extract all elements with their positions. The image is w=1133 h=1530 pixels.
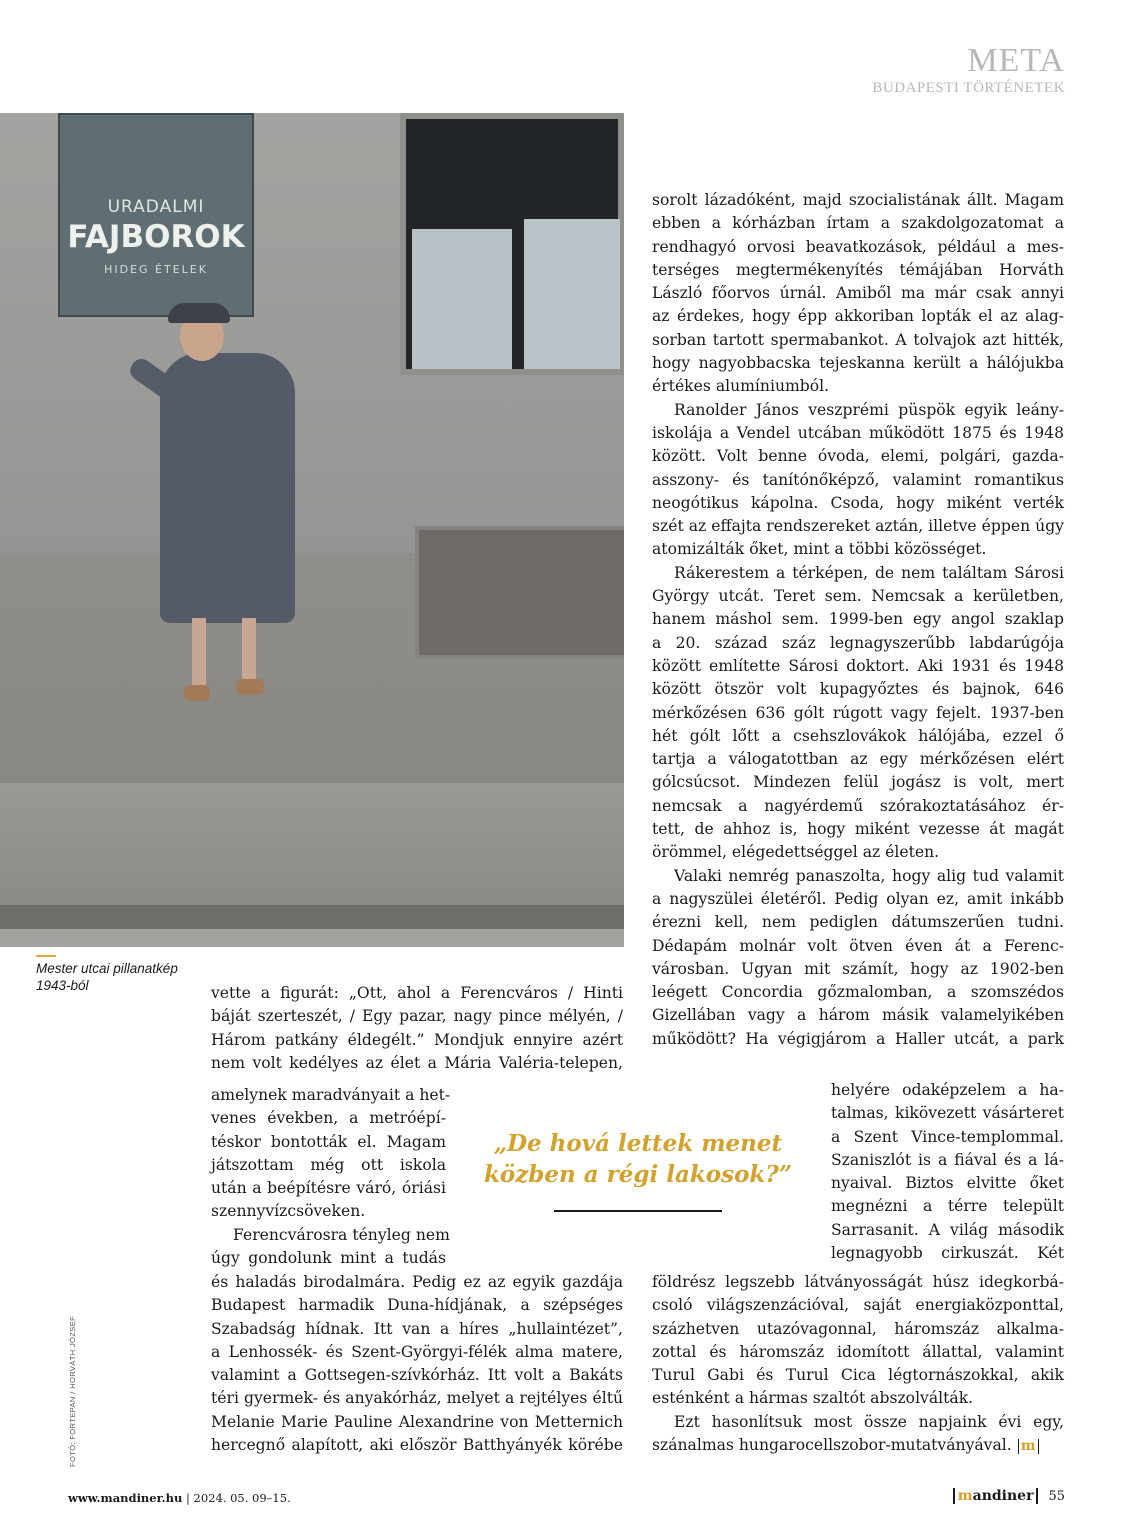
text-line: tartja a válogatottban az egy mérkőzésen elért: [652, 750, 1064, 769]
text-line: a nagyszülei életéről. Pedig olyan ez, amit inkább: [652, 889, 1064, 908]
text-line: Ranolder János veszprémi püspök egyik leány-: [674, 400, 1064, 419]
text-line: örömmel, elégedettséggel az életen.: [652, 843, 940, 862]
text-line: valamint a Gottsegen-szívkórház. Itt volt a Bakáts: [211, 1366, 623, 1385]
text-line: Szabadság hídnak. Itt van a híres „hullaintézet”,: [211, 1319, 623, 1338]
text-line: Három patkány éldegélt.” Mondjuk ennyire azért: [211, 1030, 623, 1049]
text-line: téskor bontották el. Magam: [211, 1132, 446, 1151]
pull-quote-line: „De hová lettek menet: [493, 1130, 783, 1157]
text-line: nem volt kedélyes az élet a Mária Valéria-telepen,: [211, 1053, 623, 1072]
text-line: rendhagyó orvosi beavatkozások, például a mes-: [652, 237, 1064, 256]
photo-window: [400, 113, 624, 375]
text-line: hogy nagyobbacska tejeskanna került a hálójukba: [652, 354, 1064, 373]
text-line: hercegnő alapított, aki először Batthyányék körébe: [211, 1436, 623, 1455]
pull-quote-line: közben a régi lakosok?”: [483, 1161, 793, 1188]
caption-line: Mester utcai pillanatkép: [36, 961, 178, 976]
text-line: sorban tartott spermabankot. A tolvajok azt hitték,: [652, 330, 1064, 349]
text-line: Rákerestem a térképen, de nem találtam Sárosi: [674, 563, 1064, 582]
text-line: Szaniszlót is a fiával és a lá-: [831, 1150, 1064, 1169]
text-line: leégett Concordia gőzmalomban, a szomszédos: [652, 983, 1064, 1002]
text-line: után a beépítésre váró, óriási: [211, 1179, 446, 1198]
sign-text-1: URADALMI: [107, 197, 205, 217]
footer-info: www.mandiner.hu | 2024. 05. 09–15.: [68, 1491, 291, 1505]
text-line: Turul Gabi és Turul Cica légtornászokkal, akik: [652, 1366, 1064, 1385]
text-line: tett, de ahhoz is, hogy miként vezesse át magát: [652, 820, 1064, 839]
text-line: földrész legszebb látványosságát húsz idegkorbá-: [652, 1273, 1064, 1291]
photo-basement-window: [415, 526, 624, 659]
text-line: hét gólt lőtt a csehszlovákok hálójába, ezzel ő: [652, 726, 1064, 745]
caption-accent-rule: [36, 955, 56, 957]
text-line: nemcsak a nagyérdemű szórakoztatásához ér-: [652, 796, 1064, 815]
text-line: György utcát. Teret sem. Nemcsak a kerületben,: [652, 587, 1064, 606]
text-line: között ötször volt kupagyőztes és bajnok, 646: [652, 680, 1064, 699]
pull-quote-rule: [554, 1210, 722, 1212]
footer-date: 2024. 05. 09–15.: [193, 1491, 291, 1505]
right-narrow-text: [831, 1079, 1064, 1265]
text-line: téri gyermek- és anyakórház, melyet a rejtélyes éltű: [211, 1389, 623, 1408]
photo-woman-coat: [160, 353, 295, 623]
text-line: Gizellában vagy a három másik valamelyikében: [652, 1006, 1064, 1025]
text-line: játszottam még ott iskola: [211, 1155, 446, 1174]
photo-woman-leg: [242, 618, 256, 682]
section-title: META: [967, 42, 1065, 79]
text-line: szét az effajta rendszereket aztán, illetve éppen úgy: [652, 517, 1064, 536]
photo-shop-sign: [58, 113, 254, 317]
caption-line: 1943-ból: [36, 978, 89, 993]
photo-caption: [36, 960, 216, 994]
text-line: működött? Ha végigjárom a Haller utcát, a park: [652, 1029, 1064, 1048]
text-line: legnagyobb cirkuszát. Két: [831, 1244, 1064, 1263]
text-line: Budapest harmadik Duna-hídjának, a szépséges: [211, 1296, 623, 1315]
right-lower-text: [652, 1271, 1064, 1457]
text-line: neogótikus kápolna. Csoda, hogy miként verték: [652, 493, 1064, 512]
text-line: érezni kell, nem pediglen dátumszerűen tudni.: [652, 913, 1064, 932]
text-line: Dédapám molnár volt ötven éven át a Ferenc-: [652, 936, 1064, 955]
text-line: gólcsúcsot. Mindezen felül jogász is volt, mert: [652, 773, 1064, 792]
text-line: asszony- és tanítónőképző, valamint romantikus: [652, 470, 1064, 489]
text-line: értékes alumíniumból.: [652, 377, 830, 396]
text-line: László főorvos úrnál. Amiből ma már csak annyi: [652, 284, 1064, 303]
text-line: iskolája a Vendel utcában működött 1875 és 1948: [652, 423, 1064, 442]
text-line: a Lenhossék- és Szent-Györgyi-félék alma matere,: [211, 1342, 623, 1361]
footer-site-link[interactable]: www.mandiner.hu: [68, 1491, 183, 1505]
text-line: atomizálták őket, mint a többi közösséget.: [652, 540, 987, 559]
text-line: úgy gondolunk mint a tudás: [211, 1249, 446, 1268]
text-line: és haladás birodalmára. Pedig ez az egyik gazdája: [211, 1273, 623, 1291]
text-line: megnézni a térre települt: [831, 1197, 1064, 1216]
brand-logo-rest: andiner: [972, 1488, 1034, 1504]
photo-woman-hat: [168, 303, 230, 323]
text-line: az érdekes, hogy épp akkoriban lopták el az alag-: [652, 307, 1064, 326]
brand-logo: [953, 1488, 1039, 1504]
text-line: a Szent Vince-templommal.: [831, 1127, 1064, 1146]
text-line: Sarrasanit. A világ második: [831, 1220, 1064, 1239]
left-narrow-text: [211, 1084, 451, 1270]
photo-sidewalk: [0, 783, 624, 913]
right-column-text: [652, 189, 1064, 1051]
text-line: Ferencvárosra tényleg nem: [233, 1225, 450, 1244]
brand-logo-m: m: [957, 1488, 973, 1504]
text-line: között említette Sárosi doktort. Aki 1931 és 1948: [652, 656, 1064, 675]
text-line: mérkőzésen 636 gólt rúgott vagy fejelt. 1937-ben: [652, 703, 1064, 722]
text-line-final: [652, 1434, 1064, 1457]
text-line: szánalmas hungarocellszobor-mutatványával.: [652, 1436, 1012, 1455]
text-line: hanem máshol sem. 1999-ben egy angol szaklap: [652, 610, 1064, 629]
text-line: báját szerteszét, / Egy pazar, nagy pince mélyén, /: [211, 1007, 623, 1026]
left-lower-text: [211, 1271, 623, 1457]
text-line: a 20. század száz legnagyszerűbb labdarúgója: [652, 633, 1064, 652]
page-number: 55: [1048, 1488, 1065, 1504]
sign-text-3: HIDEG ÉTELEK: [104, 263, 208, 276]
text-line: talmas, kikövezett vásárteret: [831, 1104, 1064, 1123]
text-line: venes években, a metróépí-: [211, 1109, 446, 1128]
text-line: sorolt lázadóként, majd szocialistának állt. Magam: [652, 191, 1064, 209]
text-line: terséges megtermékenyítés témájában Horváth: [652, 260, 1064, 279]
page-header: [872, 44, 1065, 97]
footer-brand-area: [953, 1488, 1065, 1504]
photo-curtain-left: [412, 229, 512, 369]
text-line: vette a figurát: „Ott, ahol a Ferencváros / Hinti: [211, 984, 623, 1002]
end-mark-icon: m: [1018, 1439, 1039, 1454]
text-line: csoló világszenzációval, saját energiaközponttal,: [652, 1296, 1064, 1315]
photo-woman-leg: [192, 618, 206, 686]
sign-text-2: FAJBOROK: [67, 219, 245, 255]
article-photo: [0, 113, 624, 947]
photo-curtain-right: [524, 219, 620, 369]
text-line: esténként a hármas szaltót abszolválták.: [652, 1389, 974, 1408]
photo-road: [0, 929, 624, 947]
text-line: között. Volt benne óvoda, elemi, polgári, gazda-: [652, 447, 1064, 466]
photo-curb: [0, 905, 624, 929]
text-line: ebben a kórházban írtam a szakdolgozatomat a: [652, 214, 1064, 233]
text-line: Valaki nemrég panaszolta, hogy alig tud valamit: [674, 866, 1064, 885]
pull-quote: [468, 1128, 808, 1190]
photo-credit: FOTÓ: FORTEPAN / HORVÁTH JÓZSEF: [68, 1315, 77, 1467]
photo-woman-shoe: [184, 685, 210, 701]
text-line: zottal és háromszáz idomított állattal, valamint: [652, 1342, 1064, 1361]
left-column-text: [211, 982, 623, 1075]
text-line: nyaival. Biztos elvitte őket: [831, 1174, 1064, 1193]
text-line: szennyvízcsöveken.: [211, 1202, 366, 1221]
text-line: amelynek maradványait a het-: [211, 1086, 451, 1104]
text-line: városban. Ugyan mit számít, hogy az 1902-ben: [652, 959, 1064, 978]
section-subtitle: BUDAPESTI TÖRTÉNETEK: [872, 80, 1065, 96]
text-line: helyére odaképzelem a ha-: [831, 1081, 1064, 1099]
text-line: Ezt hasonlítsuk most össze napjaink évi egy,: [674, 1412, 1064, 1431]
text-line: százhetven utazóvagonnal, háromszáz alkalma-: [652, 1319, 1064, 1338]
photo-woman-shoe: [236, 679, 264, 695]
text-line: Melanie Marie Pauline Alexandrine von Metternich: [211, 1412, 623, 1431]
